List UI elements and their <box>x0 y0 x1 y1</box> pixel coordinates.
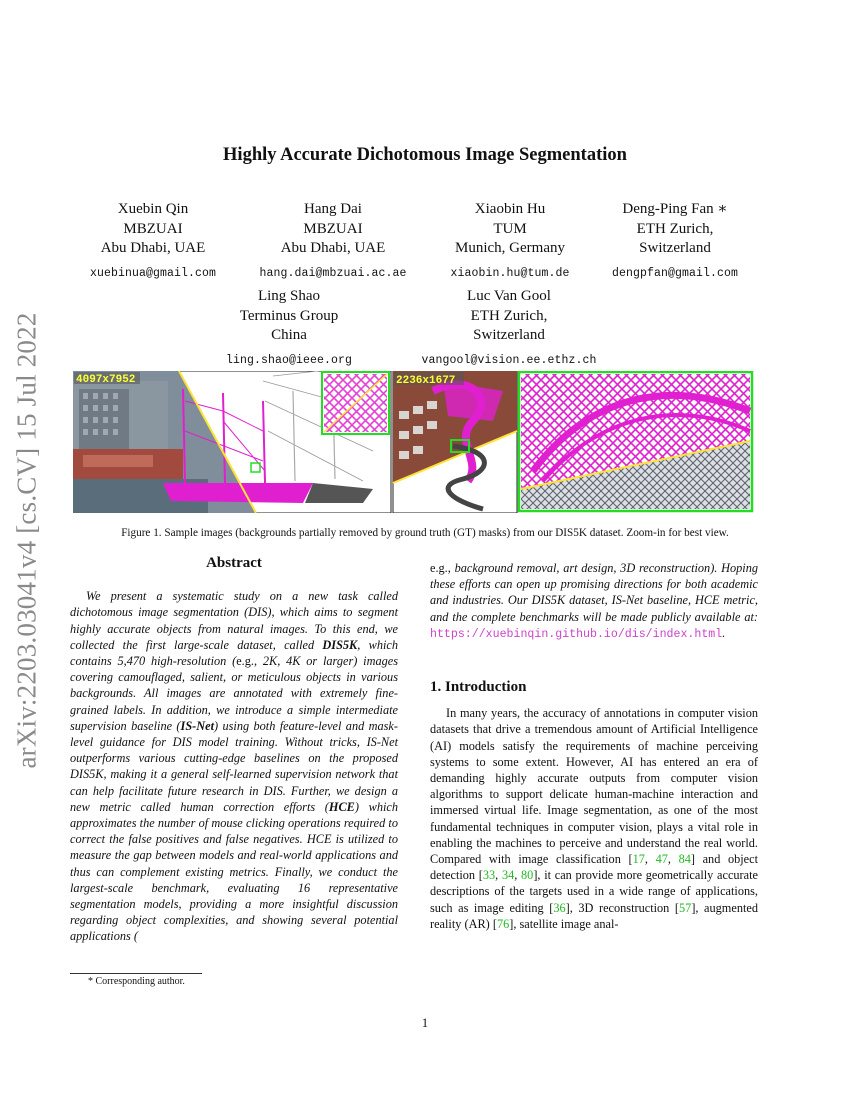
author-affiliation: ETH Zurich, <box>470 307 548 324</box>
author-affiliation: Terminus Group <box>239 307 339 324</box>
author-affiliation: TUM <box>493 220 527 237</box>
introduction-heading: 1. Introduction <box>430 679 527 696</box>
author-block <box>241 200 425 283</box>
citation-link[interactable]: 36 <box>553 900 566 915</box>
citation-link[interactable]: 84 <box>678 852 691 867</box>
project-url-link[interactable]: https://xuebinqin.github.io/dis/index.html <box>430 627 723 641</box>
author-block <box>214 287 364 370</box>
author-name: Luc Van Gool <box>467 288 551 304</box>
author-name: Xiaobin Hu <box>474 201 546 217</box>
citation-link[interactable]: 34 <box>501 868 515 883</box>
abstract-sentence: . <box>722 625 726 640</box>
author-email[interactable]: dengpfan@gmail.com <box>611 266 739 280</box>
author-location: China <box>271 327 307 343</box>
author-name: Xuebin Qin <box>117 201 189 217</box>
author-location: Abu Dhabi, UAE <box>100 240 206 256</box>
arxiv-stamp-text: arXiv:2203.03041v4 [cs.CV] 15 Jul 2022 <box>11 311 42 769</box>
author-email[interactable]: ling.shao@ieee.org <box>225 353 353 367</box>
right-column <box>430 560 758 932</box>
author-email[interactable]: vangool@vision.ee.ethz.ch <box>421 353 597 367</box>
footnote-rule <box>70 973 202 974</box>
abstract-sentence: , background removal, art design, 3D reconstruction). Hoping these efforts can open up promising directions for both academic and industries. Our DIS5K dataset, IS-Net baseline, HCE metric, and the complete benchmarks will be made publicly available at: <box>430 561 758 624</box>
citation-link[interactable]: 76 <box>496 916 510 931</box>
resolution-label-right: 2236x1677 <box>396 375 456 387</box>
citation-link[interactable]: 33 <box>482 868 496 883</box>
author-block <box>432 200 588 283</box>
author-location: Switzerland <box>639 240 711 256</box>
citation-link[interactable]: 57 <box>679 900 692 915</box>
arxiv-stamp <box>2 280 52 800</box>
author-location: Switzerland <box>473 327 545 343</box>
paper-title: Highly Accurate Dichotomous Image Segmentation <box>223 145 627 165</box>
introduction-text: In many years, the accuracy of annotations in computer vision datasets that drive a tremendous amount of Artificial Intelligence (AI) models satisfy the requirements of machine perceiving systems to some extent. However, AI has entered an era of demanding highly accurate outputs from computer vision algorithms to support delicate human-machine interaction and immersed virtual life. Image segmentation, as one of the most fundamental techniques in computer vision, plays a vital role in enabling the machines to perceive and understand the real world. Compared with image classification [17, 47, 84] and object detection [33, 34, 80], it can provide more geometrically accurate descriptions of the targets used in a wide range of applications, such as image editing [36], 3D reconstruction [57], augmented reality (AR) [76], satellite image anal- <box>430 706 759 931</box>
author-affiliation: MBZUAI <box>303 220 363 237</box>
abstract-heading: Abstract <box>206 555 262 571</box>
footnote: * Corresponding author. <box>88 976 185 987</box>
introduction-sentence: In many years, the accuracy of annotations in computer vision datasets that drive a tremendous amount of Artificial Intelligence (AI) models satisfy the requirements of machine perceiving systems to some extent. However, AI has entered an era of demanding highly accurate outputs from computer vision algorithms to support delicate human-machine interaction and immersed virtual life. Image segmentation, as one of the most fundamental techniques in computer vision, plays a vital role in enabling the machines to perceive and understand the real world. Compared with image classification [ <box>430 706 758 867</box>
abstract-eg: e.g. <box>430 561 448 575</box>
author-block <box>70 200 236 283</box>
abstract-column <box>70 555 398 945</box>
author-affiliation: ETH Zurich, <box>636 220 714 237</box>
resolution-label-left: 4097x7952 <box>76 374 136 386</box>
author-block <box>404 287 614 370</box>
citation-link[interactable]: 47 <box>655 852 668 867</box>
introduction-sentence: ], it can provide more geometrically accurate descriptions of the targets used in a wide range of applications, such as image editing [ <box>430 868 758 915</box>
abstract-text: We present a systematic study on a new task called dichotomous image segmentation (DIS), which aims to segment highly accurate objects from natural images. To this end, we collected the first large-scale dataset, called DIS5K, which contains 5,470 high-resolution (e.g., 2K, 4K or larger) images covering camouflaged, salient, or meticulous objects in various backgrounds. All images are annotated with extremely fine-grained labels. In addition, we introduce a simple intermediate supervision baseline (IS-Net) using both feature-level and mask-level guidance for DIS model training. Without tricks, IS-Net outperforms various cutting-edge baselines on the proposed DIS5K, making it a general self-learned supervision network that can help facilitate future research in DIS. Further, we design a new metric called human correction efforts (HCE) which approximates the number of mouse clicking operations required to correct the false positives and false negatives. HCE is utilized to measure the gap between models and real-world applications and thus can complement existing metrics. Finally, we conduct the largest-scale benchmark, evaluating 16 representative segmentation models, providing a more insightful discussion regarding object complexities, and showing several potential applications ( <box>70 589 398 944</box>
citation-link[interactable]: 80 <box>521 868 534 883</box>
figure-caption: Figure 1. Sample images (backgrounds partially removed by ground truth (GT) masks) from our DIS5K dataset. Zoom-in for best view. <box>121 527 729 539</box>
stair-zoom-panel <box>519 372 752 511</box>
author-affiliation: MBZUAI <box>123 220 183 237</box>
author-name: Ling Shao <box>257 288 321 304</box>
stair-image-panel <box>393 371 517 513</box>
author-email[interactable]: xuebinua@gmail.com <box>89 266 217 280</box>
author-block <box>598 200 752 283</box>
introduction-sentence: ], augmented reality (AR) [ <box>430 900 759 931</box>
author-name: Deng-Ping Fan ∗ <box>622 201 728 217</box>
introduction-sentence: ], satellite image anal- <box>509 916 619 931</box>
author-name: Hang Dai <box>304 201 362 217</box>
abstract-continuation <box>430 560 758 643</box>
introduction-sentence: ] and object detection [ <box>430 852 759 883</box>
author-email[interactable]: xiaobin.hu@tum.de <box>450 266 570 280</box>
introduction-sentence: ], 3D reconstruction [ <box>565 900 680 915</box>
author-email[interactable]: hang.dai@mbzuai.ac.ae <box>259 266 407 280</box>
teaser-figure <box>73 371 754 513</box>
author-location: Munich, Germany <box>455 240 565 256</box>
ship-image-panel <box>73 371 391 513</box>
citation-link[interactable]: 17 <box>632 852 645 867</box>
author-location: Abu Dhabi, UAE <box>280 240 386 256</box>
page-number: 1 <box>421 1016 429 1030</box>
